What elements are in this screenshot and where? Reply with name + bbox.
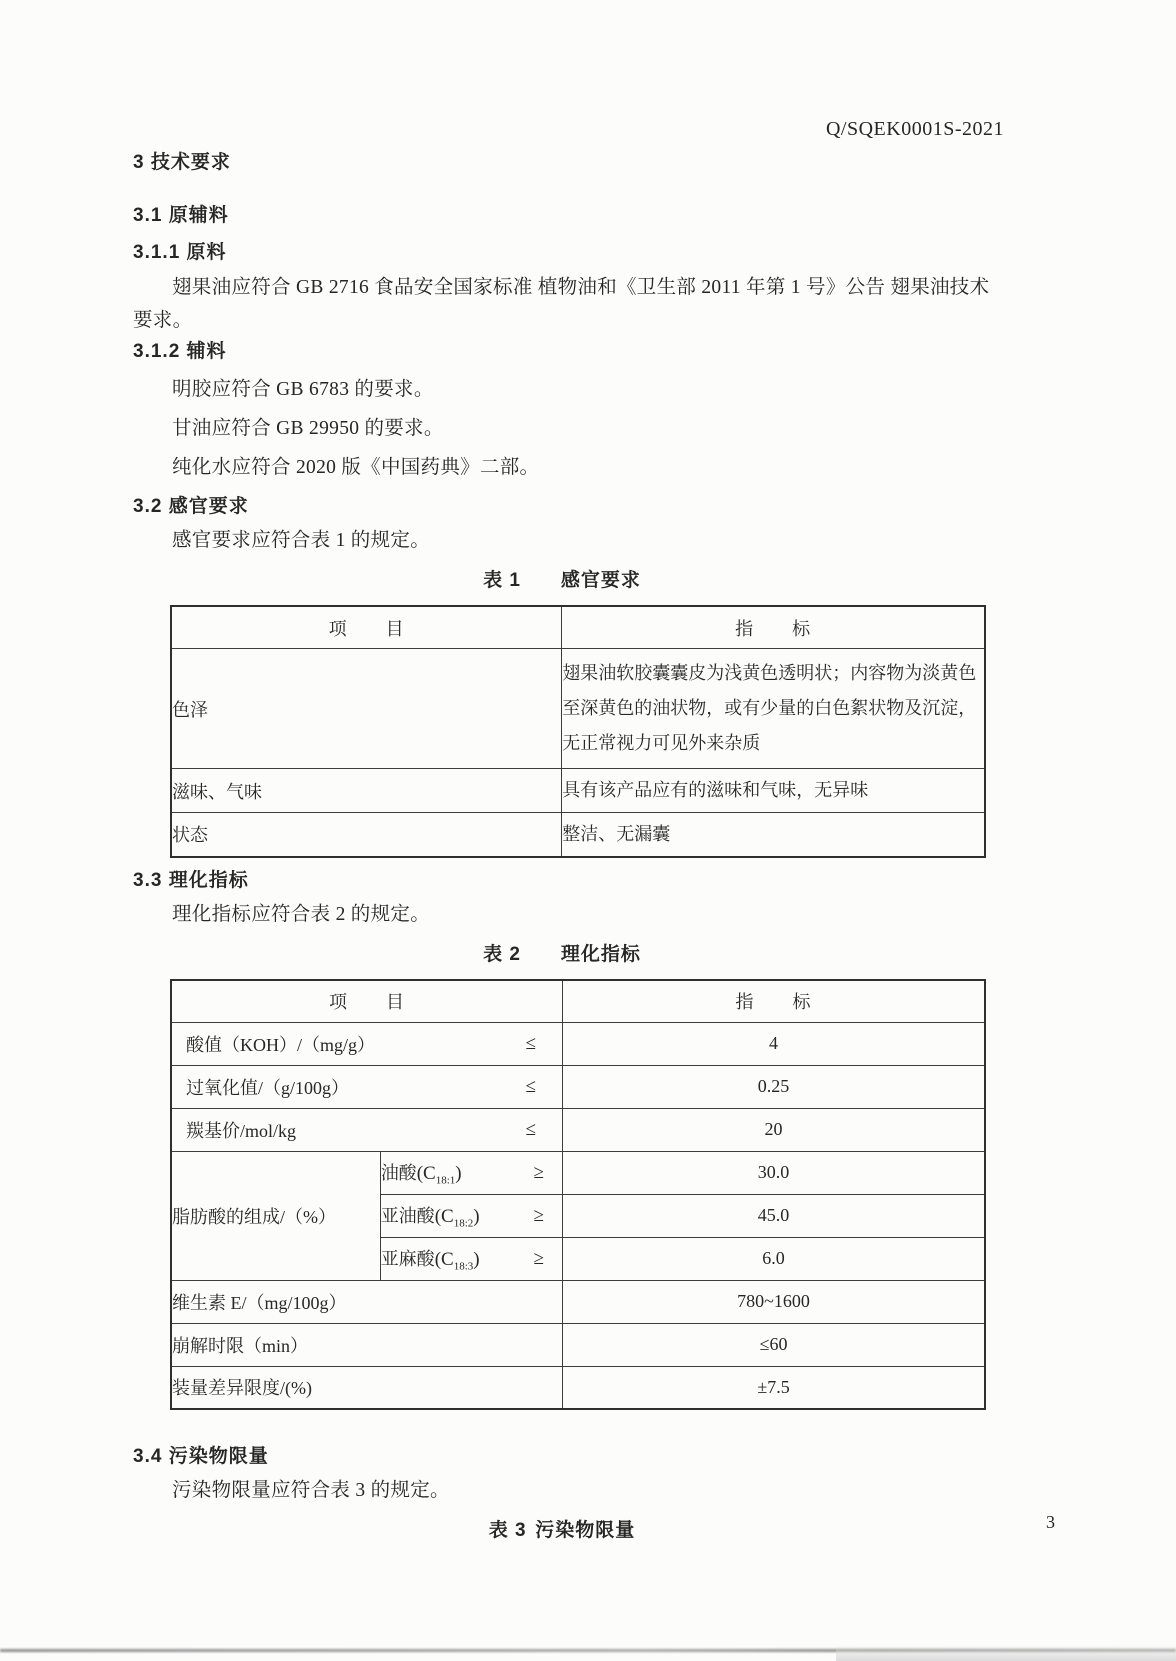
table-row <box>171 1108 985 1151</box>
item-header-cell: 项 目 <box>171 606 562 649</box>
item-header-cell: 项 目 <box>171 980 563 1023</box>
section-heading-3: 3 技术要求 <box>133 152 231 173</box>
less-equal-symbol: ≤ <box>525 1118 537 1140</box>
scan-edge-smudge <box>836 1645 1176 1661</box>
value-cell: 4 <box>563 1022 985 1065</box>
greater-equal-symbol: ≥ <box>533 1161 545 1183</box>
aux-material-line: 甘油应符合 GB 29950 的要求。 <box>172 418 444 439</box>
indicator-cell: 具有该产品应有的滋味和气味，无异味 <box>562 769 985 813</box>
value-cell: ±7.5 <box>563 1366 985 1409</box>
indicator-header-cell: 指 标 <box>563 980 985 1023</box>
value-cell: 0.25 <box>563 1065 985 1108</box>
indicator-cell: 翅果油软胶囊囊皮为浅黄色透明状；内容物为淡黄色至深黄色的油状物，或有少量的白色絮状物及沉淀，无正常视力可见外来杂质 <box>562 649 985 769</box>
paragraph-3-3: 理化指标应符合表 2 的规定。 <box>172 903 430 925</box>
item-cell: 色泽 <box>171 649 562 769</box>
value-cell: 20 <box>563 1108 985 1151</box>
indicator-cell: 整洁、无漏囊 <box>562 813 985 857</box>
section-heading-3-4: 3.4 污染物限量 <box>133 1446 269 1467</box>
table3-caption-label: 表 3 <box>488 1520 527 1541</box>
value-cell: ≤60 <box>563 1323 985 1366</box>
section-heading-3-1-2: 3.1.2 辅料 <box>133 341 227 362</box>
item-cell <box>171 1108 563 1151</box>
table-header-row <box>171 606 985 649</box>
aux-material-line: 纯化水应符合 2020 版《中国药典》二部。 <box>172 457 540 478</box>
sub-item-cell <box>380 1237 562 1280</box>
aux-material-line: 明胶应符合 GB 6783 的要求。 <box>172 379 434 400</box>
doc-number: Q/SQEK0001S-2021 <box>825 118 1004 140</box>
table-header-row <box>171 980 985 1023</box>
table-row <box>171 1151 985 1194</box>
table1-caption-label: 表 1 <box>483 570 521 591</box>
section-heading-3-1-1: 3.1.1 原料 <box>133 242 227 263</box>
sub-item-cell <box>380 1194 562 1237</box>
paragraph-3-2: 感官要求应符合表 1 的规定。 <box>172 530 430 551</box>
table1-caption <box>133 568 991 594</box>
fatty-acid-formula: 亚油酸$(C_{18:2})$ <box>380 1205 480 1230</box>
item-cell: 崩解时限（min） <box>171 1323 563 1366</box>
less-equal-symbol: ≤ <box>525 1032 537 1054</box>
value-cell: 30.0 <box>563 1151 985 1194</box>
paragraph-3-4: 污染物限量应符合表 3 的规定。 <box>172 1480 450 1501</box>
table3-caption <box>133 1518 991 1544</box>
sub-item-cell <box>380 1151 562 1194</box>
section-heading-3-1: 3.1 原辅料 <box>133 205 229 226</box>
item-cell: 滋味、气味 <box>171 769 562 813</box>
table-row <box>171 769 985 813</box>
table-row <box>171 1366 985 1409</box>
item-label: 酸值（KOH）/（mg/g） <box>186 1034 375 1055</box>
table-row <box>171 1065 985 1108</box>
less-equal-symbol: ≤ <box>525 1075 537 1097</box>
page-number: 3 <box>1046 1512 1055 1532</box>
fatty-acid-formula: 亚麻酸$(C_{18:3})$ <box>380 1248 480 1273</box>
table3-caption-title: 污染物限量 <box>535 1520 636 1541</box>
physicochemical-indicators-table <box>170 979 986 1411</box>
table2-caption-title: 理化指标 <box>560 943 641 965</box>
item-cell <box>171 1065 563 1108</box>
value-cell: 45.0 <box>563 1194 985 1237</box>
table2-caption-label: 表 2 <box>483 943 521 965</box>
item-cell: 装量差异限度/(%) <box>171 1366 563 1409</box>
section-heading-3-3: 3.3 理化指标 <box>133 869 249 891</box>
table-row <box>171 649 985 769</box>
page-content <box>133 150 991 1544</box>
table-row <box>171 1280 985 1323</box>
greater-equal-symbol: ≥ <box>533 1247 545 1269</box>
indicator-header-cell: 指 标 <box>562 606 985 649</box>
table-row <box>171 1022 985 1065</box>
table1-caption-title: 感官要求 <box>560 570 641 591</box>
section-heading-3-2: 3.2 感官要求 <box>133 496 249 517</box>
item-cell: 状态 <box>171 813 562 857</box>
item-label: 羰基价/mol/kg <box>186 1120 297 1141</box>
value-cell: 780~1600 <box>563 1280 985 1323</box>
table2-caption <box>133 942 991 968</box>
paragraph-3-1-1: 翅果油应符合 GB 2716 食品安全国家标准 植物油和《卫生部 2011 年第 1 号》公告 翅果油技术要求。 <box>133 277 990 331</box>
group-item-cell: 脂肪酸的组成/（%） <box>171 1151 380 1280</box>
table-row <box>171 1323 985 1366</box>
greater-equal-symbol: ≥ <box>533 1204 545 1226</box>
item-cell: 维生素 E/（mg/100g） <box>171 1280 563 1323</box>
table-row <box>171 813 985 857</box>
item-label: 过氧化值/（g/100g） <box>186 1077 350 1098</box>
value-cell: 6.0 <box>563 1237 985 1280</box>
item-cell <box>171 1022 563 1065</box>
sensory-requirements-table <box>170 605 986 858</box>
fatty-acid-formula: 油酸$(C_{18:1})$ <box>380 1162 462 1187</box>
